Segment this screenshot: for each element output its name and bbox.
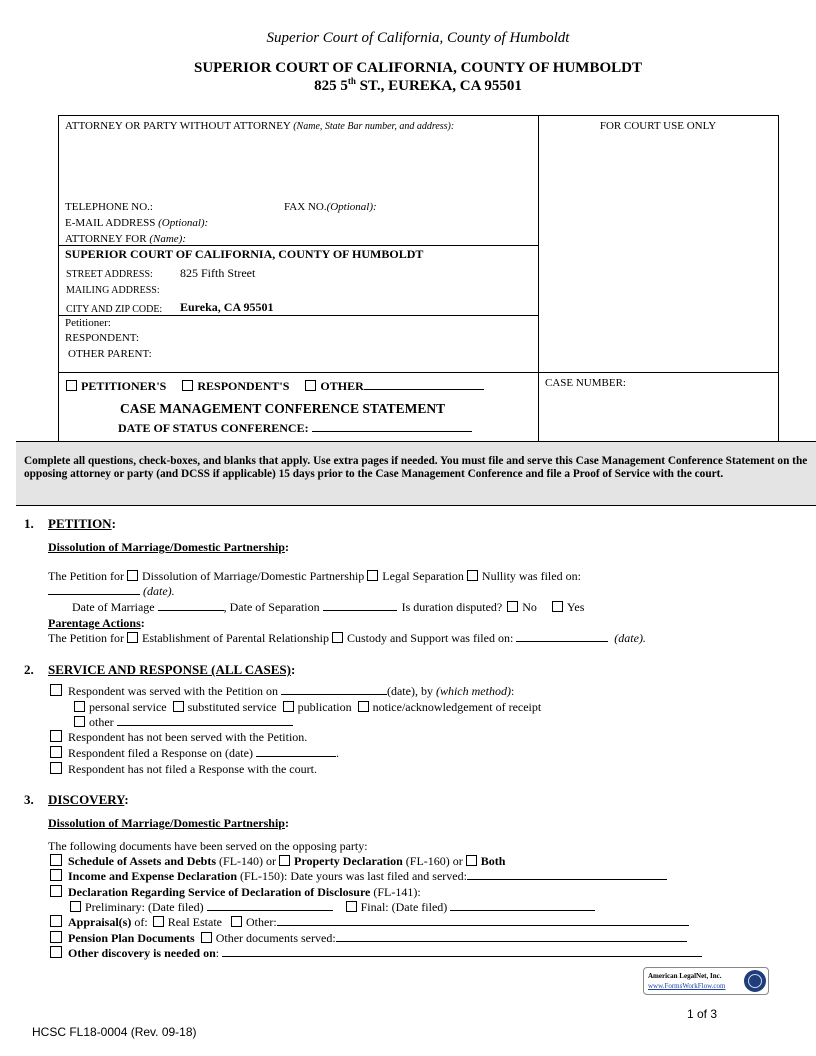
caption-right-border [778, 115, 779, 442]
section-1-title: PETITION: [48, 516, 116, 531]
caption-top-border [58, 115, 778, 116]
other-method-checkbox[interactable] [74, 716, 85, 727]
not-served-checkbox[interactable] [50, 730, 62, 742]
dissolution-checkbox[interactable] [127, 570, 138, 581]
income-expense-date-blank[interactable] [467, 869, 667, 880]
other-method-blank[interactable] [117, 715, 293, 726]
other-discovery-blank[interactable] [222, 946, 702, 957]
substituted-service-checkbox[interactable] [173, 701, 184, 712]
parentage-filed-date-blank[interactable] [516, 631, 608, 642]
s3-disclosure-line: Declaration Regarding Service of Declaration of Disclosure (FL-141): [50, 885, 421, 900]
nullity-checkbox[interactable] [467, 570, 478, 581]
caption-line-court [58, 245, 538, 246]
both-checkbox[interactable] [466, 855, 477, 866]
separation-date-blank[interactable] [323, 600, 397, 611]
legalnet-logo[interactable] [643, 967, 769, 995]
duration-no-checkbox[interactable] [507, 601, 518, 612]
status-conference-date: DATE OF STATUS CONFERENCE: [118, 421, 472, 436]
respondent-label: RESPONDENT: [65, 332, 140, 344]
case-number-label: CASE NUMBER: [545, 377, 626, 389]
petitioner-label: Petitioner: [65, 317, 111, 329]
s2-not-filed-line: Respondent has not filed a Response with the court. [50, 762, 317, 777]
s3-intro: The following documents have been served on the opposing party: [48, 839, 368, 853]
declaration-disclosure-checkbox[interactable] [50, 885, 62, 897]
attorney-for-label: ATTORNEY FOR (Name): [65, 233, 186, 245]
respondents-checkbox[interactable] [182, 380, 193, 391]
logo-globe-ring-icon [748, 974, 762, 988]
statement-type-options: PETITIONER'S RESPONDENT'S OTHER [66, 379, 484, 394]
response-filed-checkbox[interactable] [50, 746, 62, 758]
s2-response-filed-line: Respondent filed a Response on (date) . [50, 746, 339, 761]
s3-other-discovery-line: Other discovery is needed on: [50, 946, 702, 961]
logo-website-link[interactable]: www.FormsWorkFlow.com [648, 982, 726, 990]
pension-plan-checkbox[interactable] [50, 931, 62, 943]
filed-date-blank[interactable] [48, 584, 140, 595]
email-label: E-MAIL ADDRESS (Optional): [65, 217, 209, 229]
final-date-blank[interactable] [450, 900, 595, 911]
section-1-number: 1. [24, 516, 34, 531]
preliminary-date-blank[interactable] [207, 900, 333, 911]
s2-served-line: Respondent was served with the Petition on (date), by (which method): [50, 684, 514, 699]
section-3-number: 3. [24, 792, 34, 807]
custody-support-checkbox[interactable] [332, 632, 343, 643]
s1-dissolution-heading: Dissolution of Marriage/Domestic Partnership: [48, 540, 289, 554]
telephone-label: TELEPHONE NO.: [65, 201, 153, 213]
instructions-box [16, 441, 816, 506]
other-parent-label: OTHER PARENT: [68, 348, 152, 360]
s2-methods-line: personal service substituted service publication notice/acknowledgement of receipt [74, 700, 541, 715]
petitioners-checkbox[interactable] [66, 380, 77, 391]
caption-left-border [58, 115, 59, 442]
s3-income-line: Income and Expense Declaration (FL-150): Date yours was last filed and served: [50, 869, 667, 884]
court-use-label: FOR COURT USE ONLY [599, 120, 717, 132]
income-expense-checkbox[interactable] [50, 869, 62, 881]
other-blank[interactable] [364, 379, 484, 390]
fax-label: FAX NO.(Optional): [284, 201, 377, 213]
form-id: HCSC FL18-0004 (Rev. 09-18) [32, 1025, 197, 1039]
notice-acknowledgement-checkbox[interactable] [358, 701, 369, 712]
marriage-date-blank[interactable] [158, 600, 224, 611]
form-title: CASE MANAGEMENT CONFERENCE STATEMENT [120, 401, 446, 416]
other-documents-blank[interactable] [336, 931, 687, 942]
top-title: Superior Court of California, County of Humboldt [266, 30, 570, 46]
s3-pension-line: Pension Plan Documents Other documents served: [50, 931, 687, 946]
appraisal-other-checkbox[interactable] [231, 916, 242, 927]
real-estate-checkbox[interactable] [153, 916, 164, 927]
attorney-label: ATTORNEY OR PARTY WITHOUT ATTORNEY (Name, State Bar number, and address): [65, 120, 455, 132]
city-label: CITY AND ZIP CODE: [66, 304, 163, 315]
appraisal-other-blank[interactable] [277, 915, 689, 926]
s3-appraisal-line: Appraisal(s) of: Real Estate Other: [50, 915, 689, 930]
s1-filed-date-line: (date). [48, 584, 175, 599]
city-value: Eureka, CA 95501 [180, 300, 274, 314]
s3-dissolution-heading: Dissolution of Marriage/Domestic Partnership: [48, 816, 289, 830]
preliminary-checkbox[interactable] [70, 901, 81, 912]
logo-company: American LegalNet, Inc. [648, 972, 722, 980]
s2-other-method-line: other [74, 715, 293, 730]
street-value: 825 Fifth Street [180, 266, 256, 280]
section-3-title: DISCOVERY: [48, 792, 129, 807]
s3-schedule-line: Schedule of Assets and Debts (FL-140) or Property Declaration (FL-160) or Both [50, 854, 505, 869]
publication-checkbox[interactable] [283, 701, 294, 712]
respondent-served-checkbox[interactable] [50, 684, 62, 696]
personal-service-checkbox[interactable] [74, 701, 85, 712]
s2-not-served-line: Respondent has not been served with the Petition. [50, 730, 307, 745]
s1-marriage-dates-line: Date of Marriage , Date of Separation Is duration disputed? No Yes [72, 600, 585, 614]
status-date-blank[interactable] [312, 421, 472, 432]
caption-line-title [58, 372, 778, 373]
section-2-number: 2. [24, 662, 34, 677]
other-documents-checkbox[interactable] [201, 932, 212, 943]
parental-relationship-checkbox[interactable] [127, 632, 138, 643]
mailing-label: MAILING ADDRESS: [66, 285, 160, 296]
response-not-filed-checkbox[interactable] [50, 762, 62, 774]
other-checkbox[interactable] [305, 380, 316, 391]
section-2-title: SERVICE AND RESPONSE (ALL CASES): [48, 662, 296, 677]
court-box-title: SUPERIOR COURT OF CALIFORNIA, COUNTY OF HUMBOLDT [65, 247, 424, 261]
logo-globe-icon [744, 970, 766, 992]
s1-petition-line: The Petition for Dissolution of Marriage/Domestic Partnership Legal Separation Nullity was filed on: [48, 569, 581, 583]
caption-line-parties [58, 315, 538, 316]
appraisal-checkbox[interactable] [50, 915, 62, 927]
served-date-blank[interactable] [281, 684, 387, 695]
instructions-text: Complete all questions, check-boxes, and blanks that apply. Use extra pages if needed. You must file and serve this Case Management Conference Statement on the opposing attorney or party (and DCSS if applicable) 15 days prior to the Case Management Conference and file a Proof of Service with the court. [24, 455, 808, 480]
schedule-assets-checkbox[interactable] [50, 854, 62, 866]
duration-yes-checkbox[interactable] [552, 601, 563, 612]
s1-parentage-heading: Parentage Actions: [48, 616, 145, 630]
response-date-blank[interactable] [256, 746, 336, 757]
s1-parentage-line: The Petition for Establishment of Parental Relationship Custody and Support was filed on: (date). [48, 631, 646, 645]
court-address-header: 825 5th ST., EUREKA, CA 95501 [314, 76, 522, 94]
court-name-header: SUPERIOR COURT OF CALIFORNIA, COUNTY OF HUMBOLDT [194, 60, 642, 76]
caption-divider [538, 115, 539, 442]
street-label: STREET ADDRESS: [66, 269, 153, 280]
final-checkbox[interactable] [346, 901, 357, 912]
other-discovery-checkbox[interactable] [50, 946, 62, 958]
page-number: 1 of 3 [687, 1007, 718, 1021]
s3-prelim-final-line: Preliminary: (Date filed) Final: (Date filed) [70, 900, 595, 915]
legal-separation-checkbox[interactable] [367, 570, 378, 581]
property-declaration-checkbox[interactable] [279, 855, 290, 866]
